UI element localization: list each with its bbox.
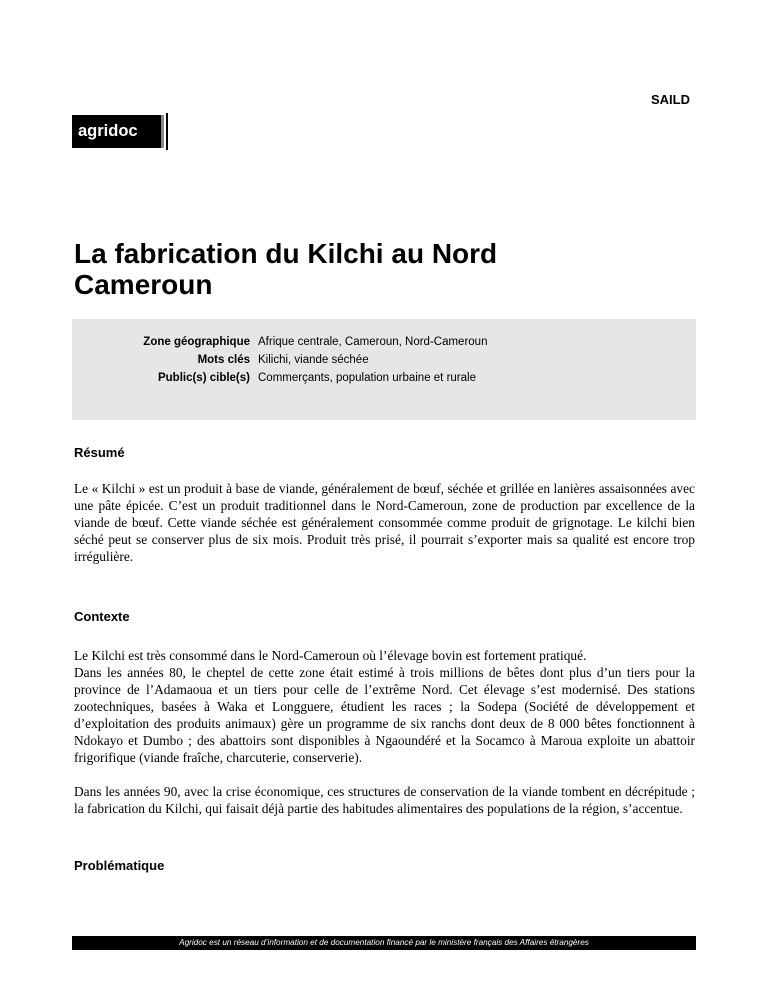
contexte-paragraph-1: Le Kilchi est très consommé dans le Nord-Cameroun où l’élevage bovin est fortement pratiqué. <box>74 648 587 663</box>
footer-banner: Agridoc est un réseau d’information et de documentation financé par le ministère français des Affaires étrangères <box>72 936 696 950</box>
publisher-name: SAILD <box>651 92 690 107</box>
section-heading-resume: Résumé <box>74 445 125 460</box>
contexte-paragraph-3: Dans les années 90, avec la crise économique, ces structures de conservation de la viande tombent en décrépitude ; la fabrication du Kilchi, qui faisait déjà partie des habitudes alimentaires des populations de la région, s’accentue. <box>74 784 695 816</box>
metadata-row-keywords <box>72 351 696 369</box>
contexte-paragraph-2: Dans les années 80, le cheptel de cette zone était estimé à trois millions de bêtes dont plus d’un tiers pour la province de l’Adamaoua et un tiers pour celle de l’extrême Nord. Cet élevage s’est modernisé. Des stations zootechniques, basées à Waka et Longguere, étudient les races ; la Sodepa (Société de développement et d’exploitation des produits animaux) gère un programme de six ranchs dont deux de 8 000 bêtes fonctionnent à Ndokayo et Dumbo ; des abattoirs sont disponibles à Ngaoundéré et la Socamco à Maroua exploite un abattoir frigorifique (viande fraîche, charcuterie, conserverie). <box>74 665 695 765</box>
agridoc-logo: agridoc <box>72 115 164 148</box>
document-title: La fabrication du Kilchi au Nord Cameroun <box>74 238 498 300</box>
metadata-label: Zone géographique <box>143 336 250 348</box>
resume-paragraph: Le « Kilchi » est un produit à base de viande, généralement de bœuf, séchée et grillée en lanières assaisonnées avec une pâte épicée. C’est un produit traditionnel dans le Nord-Cameroun, zone de production par excellence de la viande de bœuf. Cette viande séchée est généralement consommée comme produit de grignotage. Le kilchi bien séché peut se conserver plus de six mois. Produit très prisé, il pourrait s’exporter mais sa qualité est encore trop irrégulière. <box>74 481 695 564</box>
metadata-row-audience <box>72 369 696 387</box>
metadata-label: Mots clés <box>197 354 250 366</box>
section-heading-contexte: Contexte <box>74 609 130 624</box>
section-heading-problematique: Problématique <box>74 858 165 873</box>
metadata-box <box>72 319 696 420</box>
logo-divider <box>166 113 168 150</box>
metadata-row-zone <box>72 333 696 351</box>
metadata-value: Commerçants, population urbaine et rurale <box>258 372 476 384</box>
metadata-label: Public(s) cible(s) <box>157 372 250 384</box>
metadata-value: Kilichi, viande séchée <box>258 354 369 366</box>
metadata-value: Afrique centrale, Cameroun, Nord-Cameroun <box>258 336 488 348</box>
